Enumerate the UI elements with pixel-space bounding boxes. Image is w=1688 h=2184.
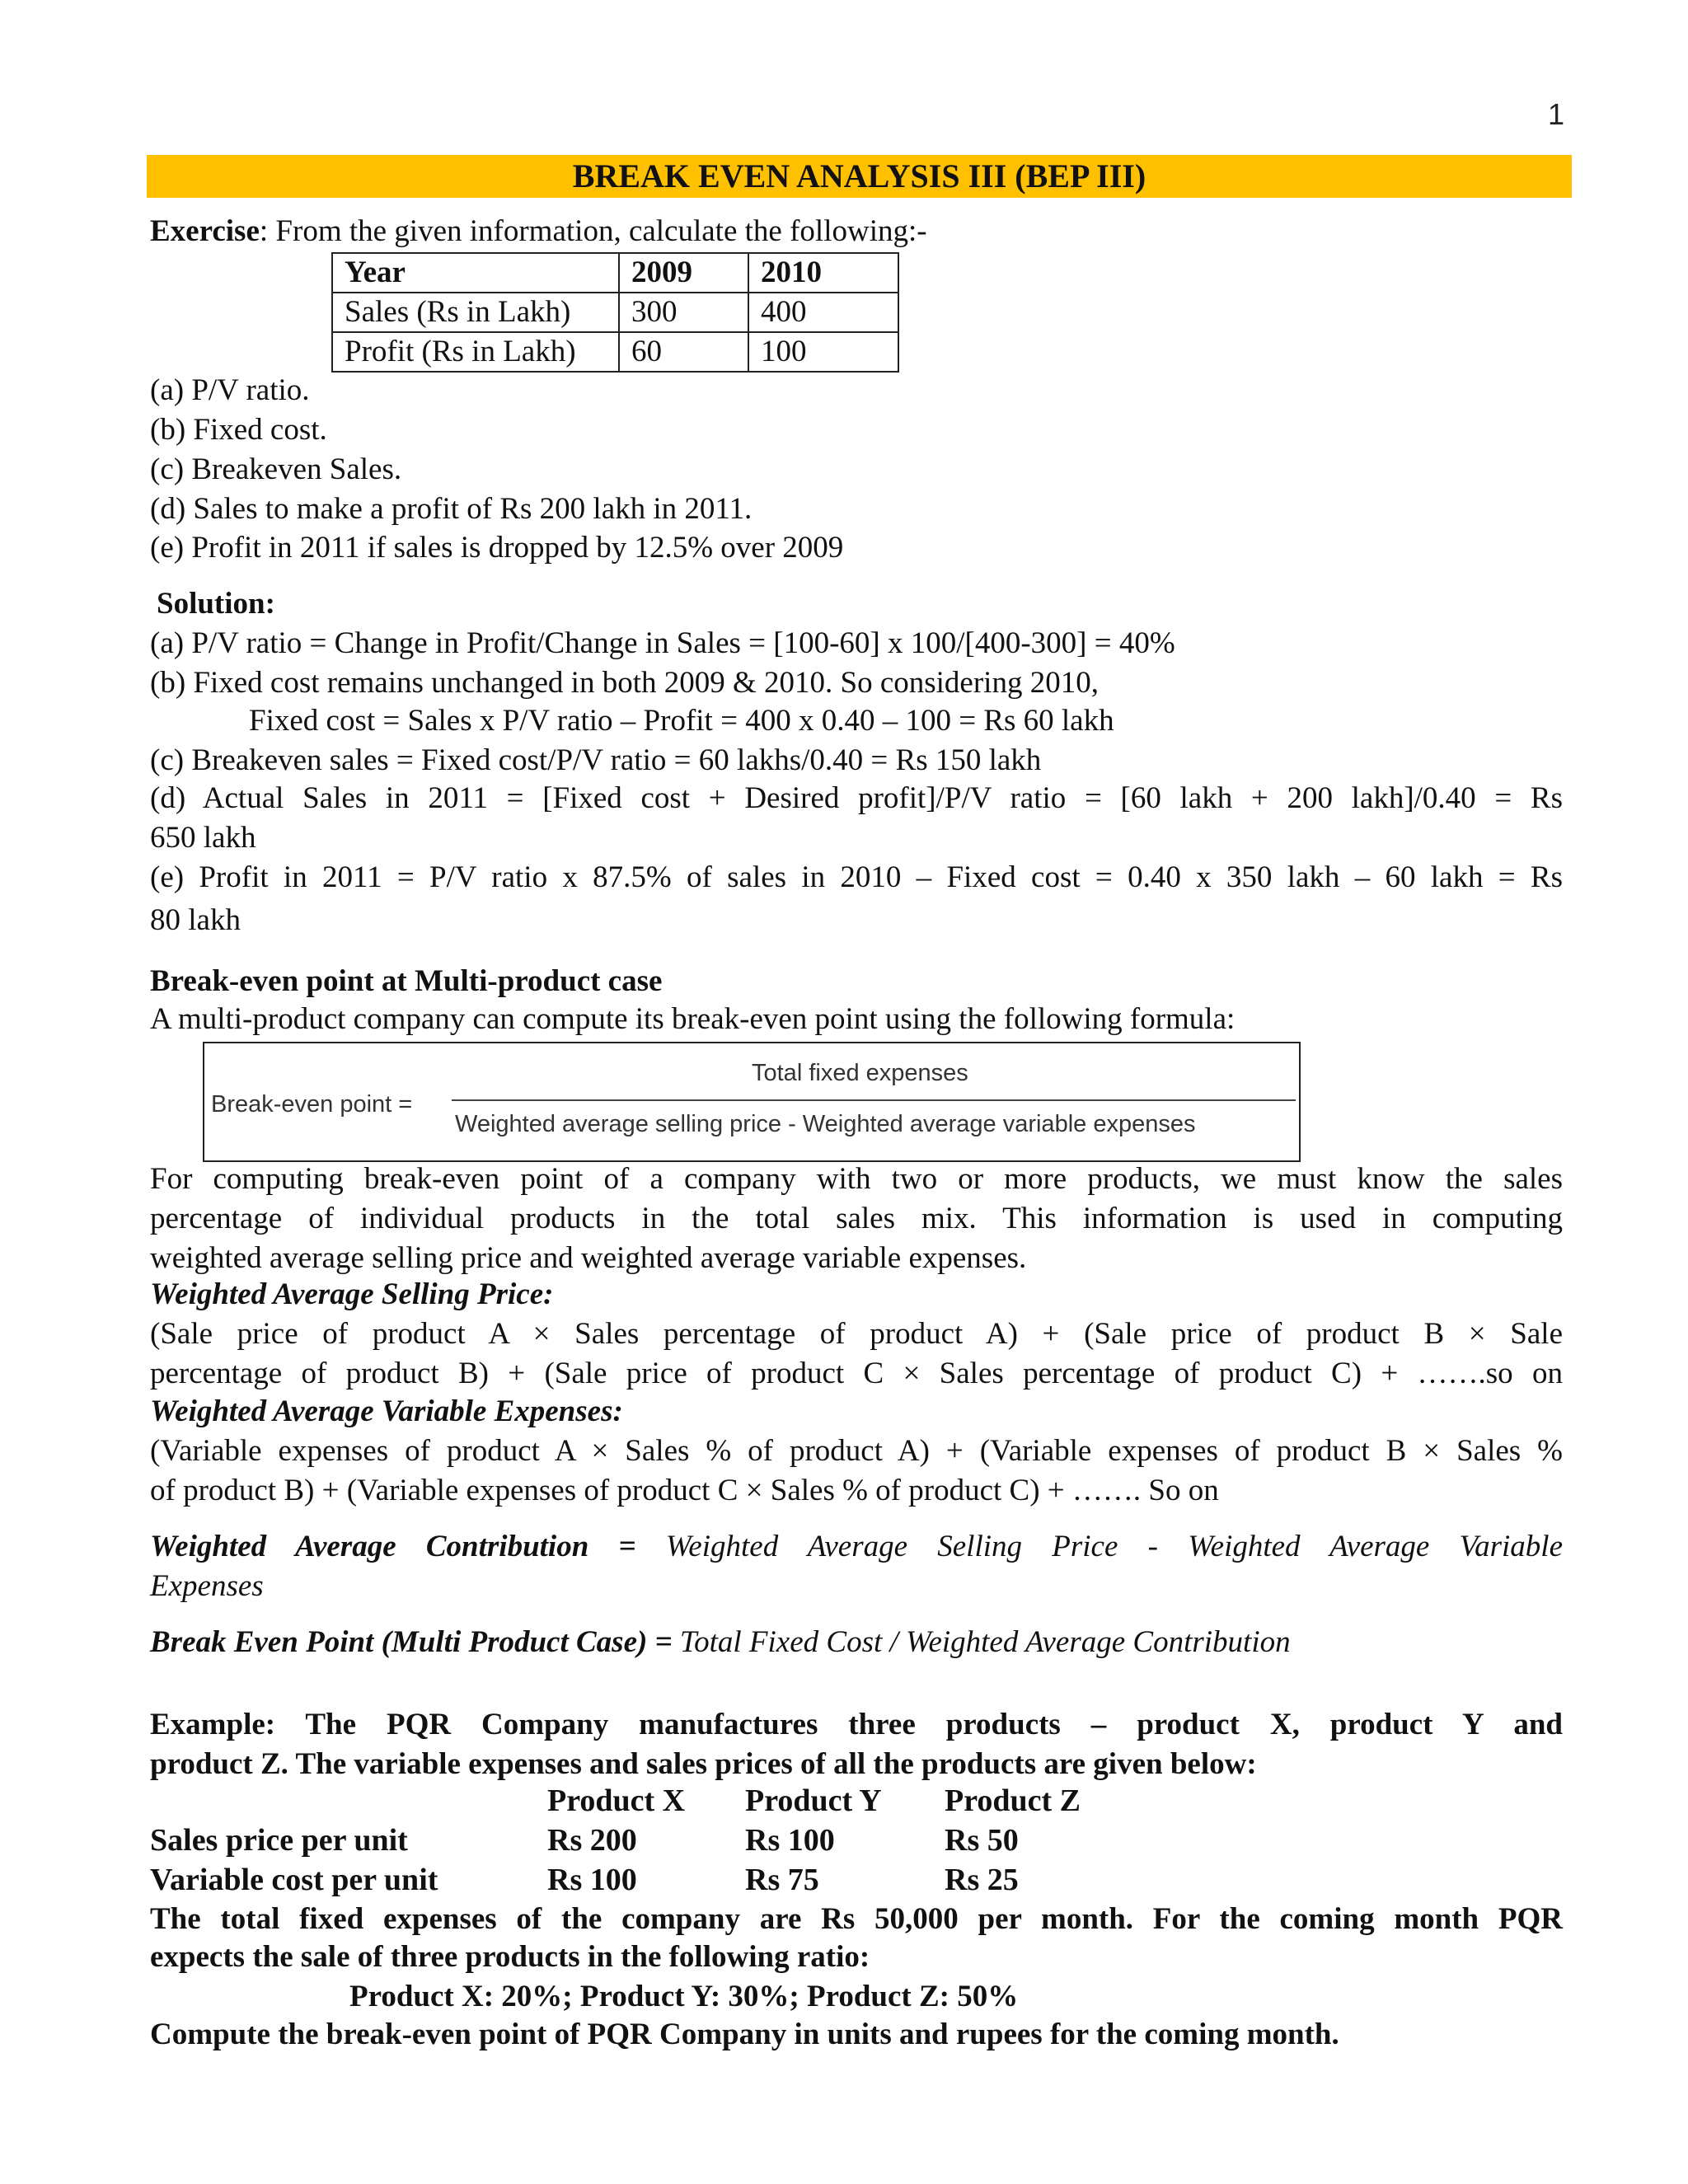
product-z-header: Product Z [945, 1783, 1081, 1818]
product-x-header: Product X [547, 1783, 686, 1818]
solution-heading: Solution: [157, 587, 275, 621]
table-cell: 300 [619, 293, 748, 332]
multi-product-heading: Break-even point at Multi-product case [150, 964, 663, 998]
solution-line: (a) P/V ratio = Change in Profit/Change in Sales = [100-60] x 100/[400-300] = 40% [150, 626, 1175, 660]
wasp-line: percentage of product B) + (Sale price of product C × Sales percentage of product C) + …….so on [150, 1357, 1563, 1390]
exercise-label: Exercise [150, 214, 260, 248]
table-cell: Rs 100 [745, 1823, 835, 1858]
bep-label: Break Even Point (Multi Product Case) = [150, 1625, 673, 1659]
table-cell: Rs 100 [547, 1863, 637, 1897]
wave-line: of product B) + (Variable expenses of product C × Sales % of product C) + ……. So on [150, 1474, 1219, 1507]
page-number: 1 [1548, 97, 1565, 131]
wac-continuation: Expenses [150, 1569, 264, 1603]
solution-line: (b) Fixed cost remains unchanged in both 2009 & 2010. So considering 2010, [150, 666, 1099, 700]
wasp-heading: Weighted Average Selling Price: [150, 1277, 554, 1311]
exercise-text: : From the given information, calculate the following:- [259, 214, 927, 248]
exercise-intro [150, 213, 927, 251]
table-row [332, 293, 898, 332]
example-line: Example: The PQR Company manufactures three products – product X, product Y and [150, 1708, 1563, 1741]
question-e: (e) Profit in 2011 if sales is dropped by 12.5% over 2009 [150, 531, 844, 565]
formula-numerator: Total fixed expenses [752, 1060, 968, 1086]
wasp-line: (Sale price of product A × Sales percentage of product A) + (Sale price of product B × Sale [150, 1317, 1563, 1351]
bep-formula [150, 1624, 1291, 1661]
wac-label: Weighted Average Contribution = [150, 1530, 636, 1563]
page-title: BREAK EVEN ANALYSIS III (BEP III) [147, 155, 1572, 198]
formula-label: Break-even point = [211, 1091, 413, 1118]
question-b: (b) Fixed cost. [150, 413, 327, 447]
question-d: (d) Sales to make a profit of Rs 200 lakh in 2011. [150, 492, 753, 526]
example-line: expects the sale of three products in the following ratio: [150, 1940, 870, 1974]
solution-line: (e) Profit in 2011 = P/V ratio x 87.5% of sales in 2010 – Fixed cost = 0.40 x 350 lakh – 60 lakh = Rs [150, 860, 1563, 894]
formula-box [203, 1042, 1301, 1162]
solution-line: (c) Breakeven sales = Fixed cost/P/V ratio = 60 lakhs/0.40 = Rs 150 lakh [150, 743, 1042, 777]
table-header-cell: Year [332, 253, 619, 293]
table-cell: Rs 75 [745, 1863, 819, 1897]
formula-denominator: Weighted average selling price - Weighted average variable expenses [455, 1111, 1196, 1137]
solution-line: Fixed cost = Sales x P/V ratio – Profit = 400 x 0.40 – 100 = Rs 60 lakh [249, 704, 1114, 738]
table-header-cell: 2010 [748, 253, 898, 293]
table-cell: Rs 200 [547, 1823, 637, 1858]
bep-text: Total Fixed Cost / Weighted Average Contribution [672, 1625, 1291, 1659]
fraction-bar [452, 1099, 1296, 1101]
wave-heading: Weighted Average Variable Expenses: [150, 1394, 623, 1428]
solution-line: 80 lakh [150, 903, 241, 937]
multi-product-intro: A multi-product company can compute its break-even point using the following formula: [150, 1002, 1236, 1036]
wave-line: (Variable expenses of product A × Sales % of product A) + (Variable expenses of product B × Sales % [150, 1434, 1563, 1468]
wac-text: Weighted Average Selling Price - Weighted Average Variable [635, 1530, 1563, 1563]
table-cell: 60 [619, 332, 748, 372]
product-y-header: Product Y [745, 1783, 882, 1818]
table-row [332, 332, 898, 372]
row-label-variable-cost: Variable cost per unit [150, 1863, 438, 1897]
solution-line: (d) Actual Sales in 2011 = [Fixed cost + Desired profit]/P/V ratio = [60 lakh + 200 lakh]/0.40 = Rs [150, 781, 1563, 815]
exercise-table [331, 252, 899, 373]
table-cell: Profit (Rs in Lakh) [332, 332, 619, 372]
table-cell: Rs 50 [945, 1823, 1019, 1858]
table-header-row [332, 253, 898, 293]
example-line: The total fixed expenses of the company are Rs 50,000 per month. For the coming month PQR [150, 1902, 1563, 1936]
wac-formula [150, 1528, 1563, 1566]
paragraph-line: For computing break-even point of a company with two or more products, we must know the sales [150, 1162, 1563, 1196]
table-cell: Rs 25 [945, 1863, 1019, 1897]
table-cell: 100 [748, 332, 898, 372]
row-label-sales-price: Sales price per unit [150, 1823, 408, 1858]
example-question: Compute the break-even point of PQR Company in units and rupees for the coming month. [150, 2018, 1339, 2051]
table-cell: 400 [748, 293, 898, 332]
paragraph-line: percentage of individual products in the total sales mix. This information is used in computing [150, 1202, 1563, 1235]
question-a: (a) P/V ratio. [150, 373, 310, 407]
question-c: (c) Breakeven Sales. [150, 452, 402, 486]
table-header-cell: 2009 [619, 253, 748, 293]
example-line: product Z. The variable expenses and sales prices of all the products are given below: [150, 1747, 1257, 1781]
solution-line: 650 lakh [150, 821, 256, 855]
table-cell: Sales (Rs in Lakh) [332, 293, 619, 332]
sales-ratio: Product X: 20%; Product Y: 30%; Product Z: 50% [349, 1980, 1019, 2013]
paragraph-line: weighted average selling price and weighted average variable expenses. [150, 1241, 1027, 1275]
